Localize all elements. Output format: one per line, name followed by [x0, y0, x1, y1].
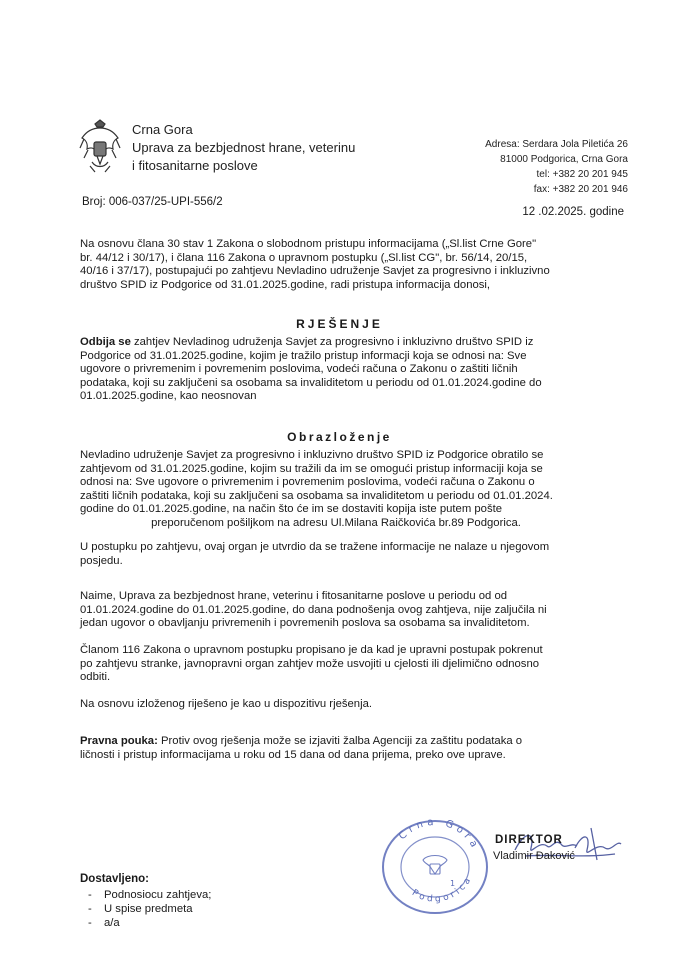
reasoning-line: preporučenom pošiljkom na adresu Ul.Milana Raičkovića br.89 Podgorica. — [151, 516, 521, 529]
reasoning-title: Obrazloženje — [287, 430, 392, 444]
official-stamp — [375, 812, 495, 914]
reasoning-line: posjedu. — [80, 554, 123, 567]
stamp-text-bottom: Podgorica — [409, 873, 475, 905]
address-block — [485, 137, 628, 197]
address-tel: tel: +382 20 201 945 — [536, 169, 628, 180]
intro-line: Na osnovu člana 30 stav 1 Zakona o slobodnom pristupu informacijama („Sl.list Crne Gore" — [80, 238, 537, 250]
list-item — [80, 902, 211, 916]
reasoning-paragraph-1 — [80, 449, 592, 531]
reasoning-line: Naime, Uprava za bezbjednost hrane, veterinu i fitosanitarne poslove u periodu od od — [80, 590, 508, 602]
intro-line: br. 44/12 i 30/17), i člana 116 Zakona o upravnom postupku („Sl.list CG", br. 56/14, 20/15, — [80, 251, 528, 264]
reasoning-paragraph-5: Na osnovu izloženog riješeno je kao u dispozitivu rješenja. — [80, 698, 373, 710]
decision-line: ugovore o privremenim i povremenim poslovima, vodeći računa o Zakonu o zaštiti ličnih — [80, 363, 518, 376]
intro-paragraph — [80, 238, 592, 292]
reasoning-line: odnosi na: Sve ugovore o privremenim i povremenim poslovima, vodeći računa o Zakonu o — [80, 476, 535, 489]
address-city: 81000 Podgorica, Crna Gora — [500, 154, 628, 165]
decision-paragraph — [80, 336, 592, 404]
country-name: Crna Gora — [132, 122, 193, 137]
list-item — [80, 888, 211, 902]
coat-of-arms-icon — [78, 118, 122, 176]
legal-notice-first-line: Protiv ovog rješenja može se izjaviti žalba Agenciji za zaštitu podataka o — [157, 735, 523, 747]
address-fax: fax: +382 20 201 946 — [533, 184, 628, 195]
reference-number: Broj: 006-037/25-UPI-556/2 — [82, 196, 223, 208]
decision-lead: Odbija se — [80, 336, 131, 348]
reasoning-line: 01.01.2024.godine do 01.01.2025.godine, do dana podnošenja ovog zahtjeva, nije zaljučila ni — [80, 603, 547, 616]
intro-line: 40/16 i 37/17), postupajući po zahtjevu Nevladino udruženje Savjet za progresivno i inkluzivno — [80, 265, 550, 278]
decision-title: RJEŠENJE — [296, 317, 383, 331]
bullet-dash: - — [88, 903, 92, 915]
stamp-text-top: Crna Gora — [396, 816, 482, 853]
list-item — [80, 916, 211, 930]
reasoning-line: Članom 116 Zakona o upravnom postupku propisano je da kad je upravni postupak pokrenut — [80, 644, 543, 656]
reasoning-line: godine do 01.01.2025.godine, na način što će im se dostaviti kopija iste putem pošte — [80, 503, 503, 516]
reasoning-line: zahtjevom od 31.01.2025.godine, kojim su tražili da im se omogući pristup informaciji koja se — [80, 462, 543, 475]
list-item-text: a/a — [104, 917, 120, 929]
director-name: Vladimir Đaković — [493, 850, 575, 862]
decision-line: Podgorice od 31.01.2025.godine, kojim je tražilo pristup informacji koja se odnosi na: Sve — [80, 349, 527, 362]
legal-notice-lead: Pravna pouka: — [80, 735, 158, 747]
reasoning-paragraph-2 — [80, 541, 592, 568]
director-title: DIREKTOR — [495, 834, 563, 846]
address-street: Adresa: Serdara Jola Piletića 26 — [485, 139, 628, 150]
legal-notice — [80, 735, 592, 762]
reasoning-paragraph-3 — [80, 590, 592, 631]
institution-name-line1: Uprava za bezbjednost hrane, veterinu — [132, 140, 356, 155]
delivered-list — [80, 888, 211, 930]
svg-text:Podgorica — [410, 874, 475, 905]
decision-line — [80, 336, 592, 350]
decision-first-line: zahtjev Nevladinog udruženja Savjet za progresivno i inkluzivno društvo SPID iz — [130, 336, 534, 348]
document-date: 12 .02.2025. godine — [522, 206, 624, 218]
stamp-number: 1 — [450, 879, 456, 888]
bullet-dash: - — [88, 889, 92, 901]
institution-name-line2: i fitosanitarne poslove — [132, 158, 258, 173]
list-item-text: U spise predmeta — [104, 903, 193, 915]
intro-line: društvo SPID iz Podgorice od 31.01.2025.godine, radi pristupa informacija donosi, — [80, 278, 491, 291]
list-item-text: Podnosiocu zahtjeva; — [104, 889, 212, 901]
institution-block — [132, 121, 355, 175]
reasoning-line: zaštiti ličnih podataka, koji su zaključeni sa osobama sa invaliditetom u periodu od 01.01.2024. — [80, 489, 553, 502]
reasoning-line: U postupku po zahtjevu, ovaj organ je utvrdio da se tražene informacije ne nalaze u njegovom — [80, 541, 550, 553]
reasoning-line: po zahtjevu stranke, javnopravni organ zahtjev može usvojiti u cjelosti ili djelimično odnosno — [80, 657, 540, 670]
bullet-dash: - — [88, 917, 92, 929]
decision-line: podataka, koji su zaključeni sa osobama sa invaliditetom u periodu od 01.01.2024.godine do — [80, 376, 542, 389]
reasoning-paragraph-4 — [80, 644, 592, 685]
reasoning-line: odbiti. — [80, 671, 111, 684]
reasoning-line: jedan ugovor o obavljanju privremenih i povremenih poslova sa osobama sa invaliditetom. — [80, 617, 530, 630]
decision-line: 01.01.2025.godine, kao neosnovan — [80, 390, 257, 403]
legal-notice-line: ličnosti i pristup informacijama u roku od 15 dana od dana prijema, preko ove uprave. — [80, 748, 506, 761]
legal-notice-line — [80, 735, 592, 749]
delivered-title: Dostavljeno: — [80, 873, 150, 885]
reasoning-line: Nevladino udruženje Savjet za progresivno i inkluzivno društvo SPID iz Podgorice obratilo se — [80, 449, 544, 461]
